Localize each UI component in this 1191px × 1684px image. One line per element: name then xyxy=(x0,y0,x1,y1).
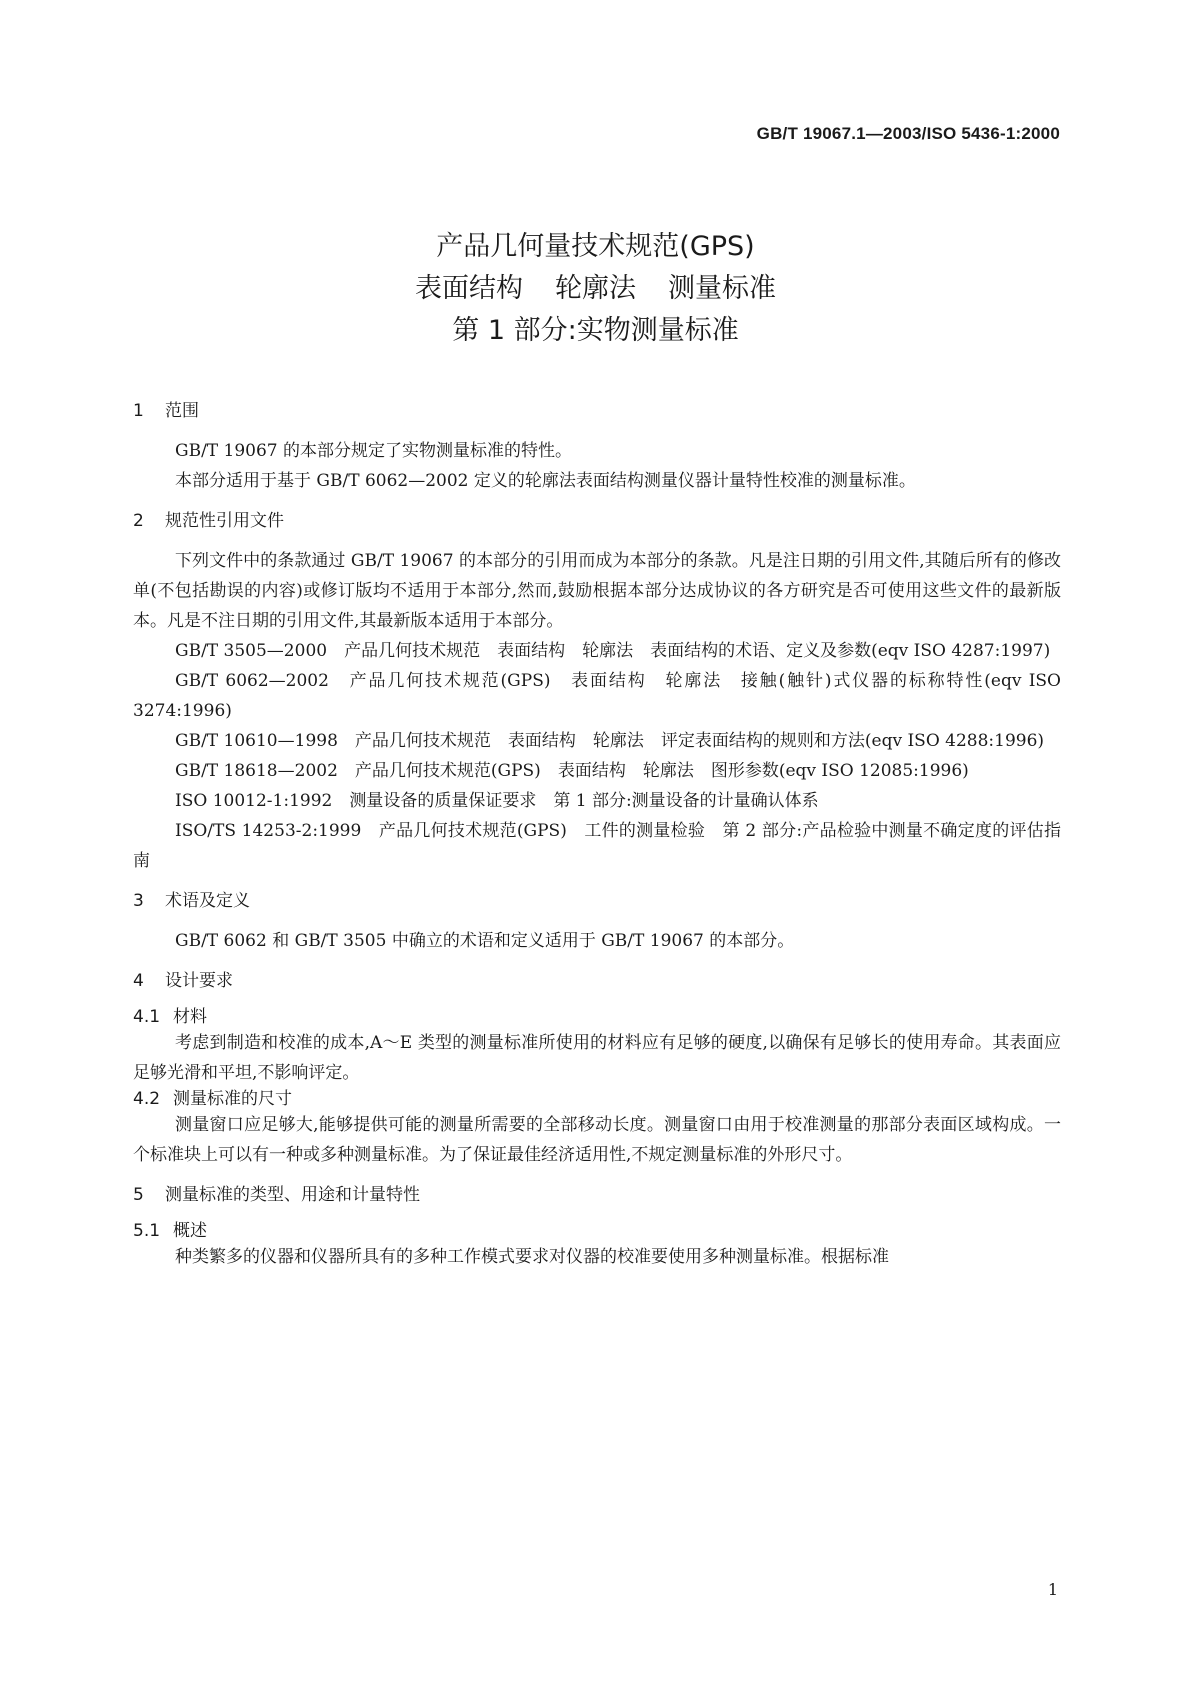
subsection-number: 4.2 xyxy=(133,1089,161,1109)
section-heading-3 xyxy=(133,890,1061,912)
paragraph: GB/T 6062 和 GB/T 3505 中确立的术语和定义适用于 GB/T 19067 的本部分。 xyxy=(175,931,795,951)
title-line-2-part-b: 轮廓法 xyxy=(555,273,636,304)
paragraph: GB/T 19067 的本部分规定了实物测量标准的特性。 xyxy=(175,441,573,461)
reference-item: ISO 10012-1:1992 测量设备的质量保证要求 第 1 部分:测量设备的计量确认体系 xyxy=(175,791,819,811)
title-line-3: 第 1 部分:实物测量标准 xyxy=(452,315,739,346)
document-title xyxy=(0,226,1191,352)
paragraph: 下列文件中的条款通过 GB/T 19067 的本部分的引用而成为本部分的条款。凡是注日期的引用文件,其随后所有的修改单(不包括勘误的内容)或修订版均不适用于本部分,然而,鼓励根据本部分达成协议的各方研究是否可使用这些文件的最新版本。凡是不注日期的引用文件,其最新版本适用于本部分。 xyxy=(133,551,1061,631)
subsection-title: 材料 xyxy=(173,1007,207,1027)
reference-item: ISO/TS 14253-2:1999 产品几何技术规范(GPS) 工件的测量检验 第 2 部分:产品检验中测量不确定度的评估指南 xyxy=(133,821,1061,871)
section-heading-1 xyxy=(133,400,1061,422)
subsection-title: 测量标准的尺寸 xyxy=(173,1089,292,1109)
reference-item: GB/T 3505—2000 产品几何技术规范 表面结构 轮廓法 表面结构的术语、定义及参数(eqv ISO 4287:1997) xyxy=(175,641,1051,661)
reference-item: GB/T 18618—2002 产品几何技术规范(GPS) 表面结构 轮廓法 图形参数(eqv ISO 12085:1996) xyxy=(175,761,969,781)
page-number: 1 xyxy=(1047,1580,1058,1599)
section-number: 3 xyxy=(133,891,144,911)
title-line-2 xyxy=(0,268,1191,310)
section-title: 规范性引用文件 xyxy=(165,511,284,531)
title-line-1: 产品几何量技术规范(GPS) xyxy=(436,231,755,262)
section-title: 术语及定义 xyxy=(165,891,250,911)
subsection-number: 4.1 xyxy=(133,1007,161,1027)
section-title: 设计要求 xyxy=(165,971,233,991)
document-body xyxy=(133,400,1061,1272)
paragraph: 测量窗口应足够大,能够提供可能的测量所需要的全部移动长度。测量窗口由用于校准测量的那部分表面区域构成。一个标准块上可以有一种或多种测量标准。为了保证最佳经济适用性,不规定测量标准的外形尺寸。 xyxy=(133,1115,1061,1165)
section-number: 1 xyxy=(133,401,144,421)
paragraph: 种类繁多的仪器和仪器所具有的多种工作模式要求对仪器的校准要使用多种测量标准。根据标准 xyxy=(175,1247,889,1267)
subsection-title: 概述 xyxy=(173,1221,207,1241)
paragraph: 考虑到制造和校准的成本,A～E 类型的测量标准所使用的材料应有足够的硬度,以确保有足够长的使用寿命。其表面应足够光滑和平坦,不影响评定。 xyxy=(133,1033,1061,1083)
subsection-number: 5.1 xyxy=(133,1221,161,1241)
section-heading-4 xyxy=(133,970,1061,992)
reference-item: GB/T 6062—2002 产品几何技术规范(GPS) 表面结构 轮廓法 接触(触针)式仪器的标称特性(eqv ISO 3274:1996) xyxy=(133,671,1061,721)
title-line-2-part-c: 测量标准 xyxy=(668,273,776,304)
section-number: 4 xyxy=(133,971,144,991)
section-number: 5 xyxy=(133,1185,144,1205)
subsection-heading-4-2 xyxy=(133,1088,1061,1110)
section-title: 范围 xyxy=(165,401,199,421)
reference-item: GB/T 10610—1998 产品几何技术规范 表面结构 轮廓法 评定表面结构的规则和方法(eqv ISO 4288:1996) xyxy=(175,731,1045,751)
subsection-heading-5-1 xyxy=(133,1220,1061,1242)
section-number: 2 xyxy=(133,511,144,531)
paragraph: 本部分适用于基于 GB/T 6062—2002 定义的轮廓法表面结构测量仪器计量特性校准的测量标准。 xyxy=(175,471,916,491)
standard-code: GB/T 19067.1—2003/ISO 5436-1:2000 xyxy=(756,124,1060,143)
title-line-2-part-a: 表面结构 xyxy=(415,273,523,304)
section-heading-2 xyxy=(133,510,1061,532)
section-heading-5 xyxy=(133,1184,1061,1206)
subsection-heading-4-1 xyxy=(133,1006,1061,1028)
section-title: 测量标准的类型、用途和计量特性 xyxy=(165,1185,420,1205)
